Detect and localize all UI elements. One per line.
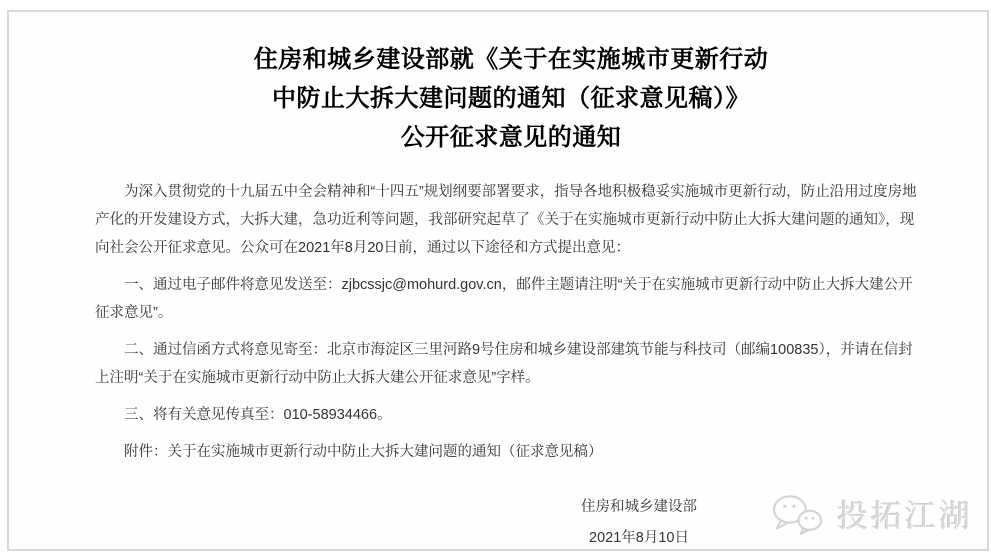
paragraph-mail-channel: 二、通过信函方式将意见寄至：北京市海淀区三里河路9号住房和城乡建设部建筑节能与科技司（邮编100835），并请在信封上注明“关于在实施城市更新行动中防止大拆大建公开征求意见”字样。 xyxy=(95,342,913,386)
signature-block xyxy=(539,492,739,550)
title-line-2: 中防止大拆大建问题的通知（征求意见稿）》 xyxy=(272,85,750,112)
title-line-1: 住房和城乡建设部就《关于在实施城市更新行动 xyxy=(253,46,769,73)
paragraph-email-channel: 一、通过电子邮件将意见发送至：zjbcssjc@mohurd.gov.cn，邮件主题请注明“关于在实施城市更新行动中防止大拆大建公开征求意见”。 xyxy=(95,277,913,321)
paragraph-fax-channel: 三、将有关意见传真至：010-58934466。 xyxy=(124,407,392,423)
signature-org: 住房和城乡建设部 xyxy=(581,499,697,515)
document-content xyxy=(9,12,989,550)
signature-date: 2021年8月10日 xyxy=(589,530,689,546)
paragraph-intro: 为深入贯彻党的十九届五中全会精神和“十四五”规划纲要部署要求，指导各地积极稳妥实施城市更新行动，防止沿用过度房地产化的开发建设方式，大拆大建，急功近利等问题，我部研究起草了《关于在实施城市更新行动中防止大拆大建问题的通知》，现向社会公开征求意见。公众可在2021年8月20日前，通过以下途径和方式提出意见： xyxy=(95,184,917,256)
document-body xyxy=(95,178,927,466)
watermark-label: 投拓江湖 xyxy=(837,499,973,534)
attachment-line: 附件：关于在实施城市更新行动中防止大拆大建问题的通知（征求意见稿） xyxy=(124,444,603,460)
wechat-icon xyxy=(769,492,827,536)
title-line-3: 公开征求意见的通知 xyxy=(400,124,622,151)
watermark xyxy=(769,491,973,536)
document-title xyxy=(95,40,927,157)
